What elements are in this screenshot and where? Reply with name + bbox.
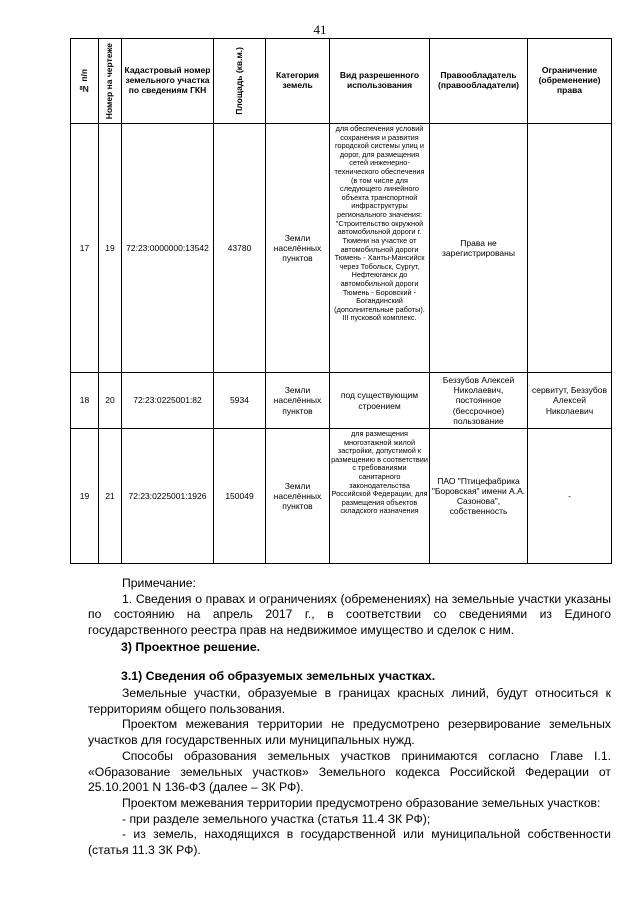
subsection-heading: 3.1) Сведения об образуемых земельных участках. [121, 669, 436, 683]
cell-drawing: 19 [99, 124, 122, 373]
list-item: - из земель, находящихся в государственной или муниципальной собственности (статья 11.3 ЗК РФ). [88, 827, 611, 858]
header-drawing: Номер на чертеже [99, 39, 122, 124]
paragraph: Земельные участки, образуемые в границах красных линий, будут относиться к территориям общего пользования. [88, 686, 611, 716]
cell-cadastral: 72:23:0000000:13542 [122, 124, 214, 373]
cell-cadastral: 72:23:0225001:1926 [122, 429, 214, 564]
cell-area: 5934 [214, 373, 266, 429]
cell-restriction: - [528, 429, 612, 564]
list-item: - при разделе земельного участка (статья 11.4 ЗК РФ); [122, 811, 431, 826]
header-area: Площадь (кв.м.) [214, 39, 266, 124]
cell-restriction: сервитут, Беззубов Алексей Николаевич [528, 373, 612, 429]
cell-num: 18 [71, 373, 99, 429]
cell-owner: Беззубов Алексей Николаевич, постоянное (бессрочное) пользование [430, 373, 528, 429]
header-num: № п/п [71, 39, 99, 124]
cell-cadastral: 72:23:0225001:82 [122, 373, 214, 429]
cell-area: 43780 [214, 124, 266, 373]
cell-num: 19 [71, 429, 99, 564]
header-restriction: Ограничение (обременение) права [528, 39, 612, 124]
note-block [88, 576, 611, 639]
cell-category: Земли населённых пунктов [266, 429, 330, 564]
paragraph: Проектом межевания территории не предусмотрено резервирование земельных участков для государственных или муниципальных нужд. [88, 717, 611, 748]
table-row [71, 429, 612, 564]
header-cadastral: Кадастровый номер земельного участка по сведениям ГКН [122, 39, 214, 124]
table-header-row [71, 39, 612, 124]
paragraph: Способы образования земельных участков принимаются согласно Главе I.1. «Образование земельных участков» Земельного кодекса Российской Федерации от 25.10.2001 N 136-ФЗ (далее – ЗК РФ). [88, 748, 611, 795]
table-row [71, 373, 612, 429]
section-body [88, 686, 611, 859]
cell-category: Земли населённых пунктов [266, 373, 330, 429]
cell-owner: ПАО "Птицефабрика "Боровская" имени А.А. Сазонова", собственность [430, 429, 528, 564]
table-row [71, 124, 612, 373]
cell-drawing: 20 [99, 373, 122, 429]
header-use: Вид разрешенного использования [330, 39, 430, 124]
cell-use: для размещения многоэтажной жилой застройки, допустимой к размещению в соответствии с требованиями санитарного законодательства Российской Федерации, для размещения объектов складского назначения [330, 429, 430, 564]
cell-use: для обеспечения условий сохранения и развития городской системы улиц и дорог, для размещения сетей инженерно-технического обеспечения (в том числе для следующего линейного объекта транспортной инфраструктуры регионального значения: "Строительство окружной автомобильной дороги г. Тюмени на участке от автомобильной дороги Тюмень - Ханты-Мансийск через Тобольск, Сургут, Нефтеюганск до автомобильной дороги Тюмень - Боровский - Богандинский (дополнительные работы). III пусковой комплекс. [330, 124, 430, 373]
cell-restriction [528, 124, 612, 373]
cell-num: 17 [71, 124, 99, 373]
cell-category: Земли населённых пунктов [266, 124, 330, 373]
cell-use: под существующим строением [330, 373, 430, 429]
header-category: Категория земель [266, 39, 330, 124]
cell-owner: Права не зарегистрированы [430, 124, 528, 373]
cell-drawing: 21 [99, 429, 122, 564]
note-title: Примечание: [122, 576, 196, 590]
section-heading: 3) Проектное решение. [121, 640, 261, 654]
land-plots-table [70, 38, 612, 564]
header-owner: Правообладатель (правообладатели) [430, 39, 528, 124]
cell-area: 150049 [214, 429, 266, 564]
note-text: 1. Сведения о правах и ограничениях (обременениях) на земельные участки указаны по состоянию на апрель 2017 г., в соответствии со сведениями из Единого государственного реестра прав на недвижимое имущество и сделок с ним. [88, 591, 611, 638]
paragraph: Проектом межевания территории предусмотрено образование земельных участков: [122, 795, 601, 810]
page-number: 41 [313, 22, 327, 37]
